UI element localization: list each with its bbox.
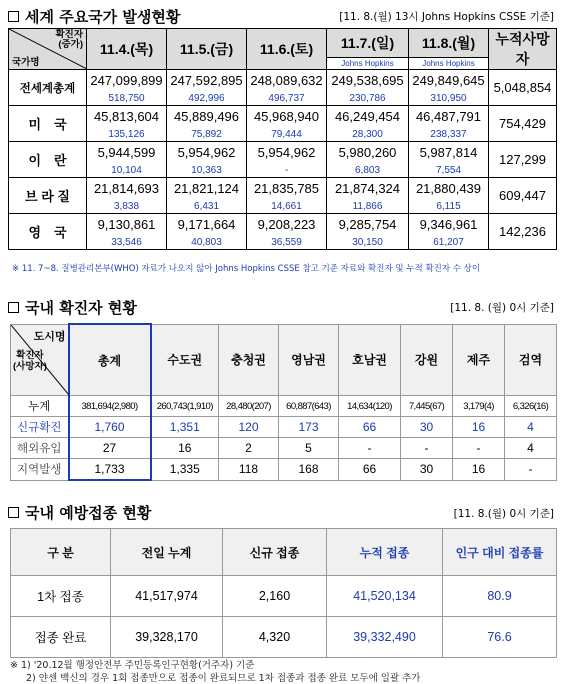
cum-deaths-cell: 754,429 [489,106,557,142]
cases-cell: 21,821,124 [167,178,247,200]
increase-cell: 61,207 [409,235,489,250]
region-header: 검역 [505,324,557,396]
domestic-row [11,438,557,459]
section2-asof: [11. 8. (월) 0시 기준] [450,302,554,314]
increase-cell: 75,892 [167,127,247,142]
increase-cell: 3,838 [87,199,167,214]
domestic-cell: 16 [151,438,219,459]
country-name: 이 란 [9,142,87,178]
domestic-cell: 28,480(207) [219,396,279,417]
section3-asof: [11. 8.(월) 0시 기준] [453,508,554,520]
domestic-cell: 30 [401,459,453,481]
increase-row [9,163,557,178]
country-name: 미 국 [9,106,87,142]
increase-cell: 30,150 [327,235,409,250]
country-row [9,214,557,236]
domestic-cell: 120 [219,417,279,438]
domestic-cell: - [339,438,401,459]
increase-cell: 10,104 [87,163,167,178]
date-header: 11.8.(월) [409,29,489,58]
cases-cell: 248,089,632 [247,70,327,92]
increase-cell: 79,444 [247,127,327,142]
cases-cell: 247,099,899 [87,70,167,92]
cum-deaths-cell: 609,447 [489,178,557,214]
domestic-cell: 66 [339,417,401,438]
square-bullet-icon [8,507,19,518]
country-row [9,142,557,164]
cases-cell: 9,208,223 [247,214,327,236]
increase-cell: 492,996 [167,91,247,106]
vaccination-row [11,576,557,617]
domestic-cell: 27 [69,438,151,459]
row-label: 해외유입 [11,438,69,459]
vaccination-cell: 41,520,134 [327,576,443,617]
domestic-cell: 66 [339,459,401,481]
domestic-cell: 173 [279,417,339,438]
cases-cell: 46,249,454 [327,106,409,128]
domestic-cell: 5 [279,438,339,459]
country-row [9,70,557,92]
domestic-cell: 14,634(120) [339,396,401,417]
vacc-header: 신규 접종 [223,529,327,576]
increase-cell: 7,554 [409,163,489,178]
section1-footnote: ※ 11. 7~8. 질병관리본부(WHO) 자료가 나오지 않아 Johns Hopkins CSSE 참고 기준 자료와 확진자 및 누적 확진자 수 상이 [12,264,481,274]
cum-deaths-cell: 127,299 [489,142,557,178]
region-header: 호남권 [339,324,401,396]
cases-cell: 5,944,599 [87,142,167,164]
domestic-row [11,396,557,417]
cases-cell: 45,889,496 [167,106,247,128]
date-header: 11.5.(금) [167,29,247,70]
vaccination-cell: 39,328,170 [111,617,223,658]
domestic-cell: 7,445(67) [401,396,453,417]
increase-row [9,235,557,250]
domestic-row [11,459,557,481]
increase-cell: 10,363 [167,163,247,178]
cases-cell: 9,171,664 [167,214,247,236]
row-label: 신규확진 [11,417,69,438]
square-bullet-icon [8,302,19,313]
domestic-cell: 381,694(2,980) [69,396,151,417]
increase-cell: 230,786 [327,91,409,106]
increase-cell: 28,300 [327,127,409,142]
increase-cell: 6,431 [167,199,247,214]
row-label: 1차 접종 [11,576,111,617]
cases-cell: 46,487,791 [409,106,489,128]
increase-cell: 6,803 [327,163,409,178]
cum-deaths-cell: 5,048,854 [489,70,557,106]
domestic-cell: 260,743(1,910) [151,396,219,417]
source-label: Johns Hopkins [327,58,409,70]
domestic-cell: 4 [505,438,557,459]
increase-cell: 14,661 [247,199,327,214]
region-header: 수도권 [151,324,219,396]
section1-title: 세계 주요국가 발생현황 [8,6,180,27]
region-header: 제주 [453,324,505,396]
table-corner-header: 확진자 (증가) 국가명 [9,29,87,70]
region-header: 강원 [401,324,453,396]
domestic-cell: 30 [401,417,453,438]
country-name: 브 라 질 [9,178,87,214]
increase-cell: 496,737 [247,91,327,106]
domestic-cell: - [453,438,505,459]
domestic-cell: 1,351 [151,417,219,438]
domestic-cell: 1,760 [69,417,151,438]
domestic-cell: 168 [279,459,339,481]
vacc-header: 인구 대비 접종률 [443,529,557,576]
cases-cell: 21,814,693 [87,178,167,200]
cases-cell: 9,346,961 [409,214,489,236]
increase-cell: - [247,163,327,178]
domestic-cases-table [10,323,557,481]
cum-deaths-cell: 142,236 [489,214,557,250]
vaccination-cell: 80.9 [443,576,557,617]
domestic-cell: 118 [219,459,279,481]
domestic-cell: 16 [453,459,505,481]
cases-cell: 21,874,324 [327,178,409,200]
cases-cell: 249,538,695 [327,70,409,92]
increase-cell: 36,559 [247,235,327,250]
increase-row [9,127,557,142]
vaccination-cell: 76.6 [443,617,557,658]
increase-cell: 11,866 [327,199,409,214]
cases-cell: 5,954,962 [247,142,327,164]
cases-cell: 21,880,439 [409,178,489,200]
vaccination-cell: 2,160 [223,576,327,617]
increase-cell: 33,546 [87,235,167,250]
row-label: 접종 완료 [11,617,111,658]
domestic-cell: 3,179(4) [453,396,505,417]
increase-cell: 40,803 [167,235,247,250]
cases-cell: 9,130,861 [87,214,167,236]
domestic-cell: - [505,459,557,481]
date-header: 11.4.(목) [87,29,167,70]
row-label: 지역발생 [11,459,69,481]
row-label: 누계 [11,396,69,417]
cases-cell: 45,813,604 [87,106,167,128]
section2-title: 국내 확진자 현황 [8,297,137,318]
world-cases-table [8,28,557,250]
vacc-note-2: 2) 얀센 백신의 경우 1회 접종만으로 접종이 완료되므로 1차 접종과 접종 완료 모두에 일괄 추가 [26,673,421,684]
domestic-cell: 2 [219,438,279,459]
domestic-row [11,417,557,438]
domestic-cell: - [401,438,453,459]
cases-cell: 247,592,895 [167,70,247,92]
vacc-header: 전일 누계 [111,529,223,576]
date-header: 11.6.(토) [247,29,327,70]
country-row [9,178,557,200]
vaccination-cell: 39,332,490 [327,617,443,658]
region-header: 총계 [69,324,151,396]
increase-cell: 238,337 [409,127,489,142]
increase-cell: 135,126 [87,127,167,142]
cases-cell: 5,987,814 [409,142,489,164]
domestic-cell: 4 [505,417,557,438]
increase-row [9,91,557,106]
vacc-header: 구 분 [11,529,111,576]
domestic-cell: 1,733 [69,459,151,481]
domestic-cell: 1,335 [151,459,219,481]
section1-asof: [11. 8.(월) 13시 Johns Hopkins CSSE 기준] [339,11,554,23]
vacc-header: 누적 접종 [327,529,443,576]
increase-cell: 6,115 [409,199,489,214]
vaccination-row [11,617,557,658]
cases-cell: 5,954,962 [167,142,247,164]
region-header: 충청권 [219,324,279,396]
cases-cell: 249,849,645 [409,70,489,92]
cum-deaths-header: 누적사망자 [489,29,557,70]
region-header: 영남권 [279,324,339,396]
increase-row [9,199,557,214]
domestic-cell: 6,326(16) [505,396,557,417]
table-corner-header: 도시명 확진자 (사망자) [11,324,69,396]
domestic-cell: 60,887(643) [279,396,339,417]
source-label: Johns Hopkins [409,58,489,70]
increase-cell: 518,750 [87,91,167,106]
country-name: 영 국 [9,214,87,250]
increase-cell: 310,950 [409,91,489,106]
cases-cell: 45,968,940 [247,106,327,128]
square-bullet-icon [8,11,19,22]
date-header: 11.7.(일) [327,29,409,58]
country-name: 전세계총계 [9,70,87,106]
cases-cell: 21,835,785 [247,178,327,200]
vacc-note-1: ※ 1) '20.12월 행정안전부 주민등록인구현황(거주자) 기준 [10,660,255,671]
country-row [9,106,557,128]
section3-title: 국내 예방접종 현황 [8,502,151,523]
vaccination-cell: 4,320 [223,617,327,658]
cases-cell: 9,285,754 [327,214,409,236]
cases-cell: 5,980,260 [327,142,409,164]
vaccination-table [10,528,557,658]
vaccination-cell: 41,517,974 [111,576,223,617]
domestic-cell: 16 [453,417,505,438]
